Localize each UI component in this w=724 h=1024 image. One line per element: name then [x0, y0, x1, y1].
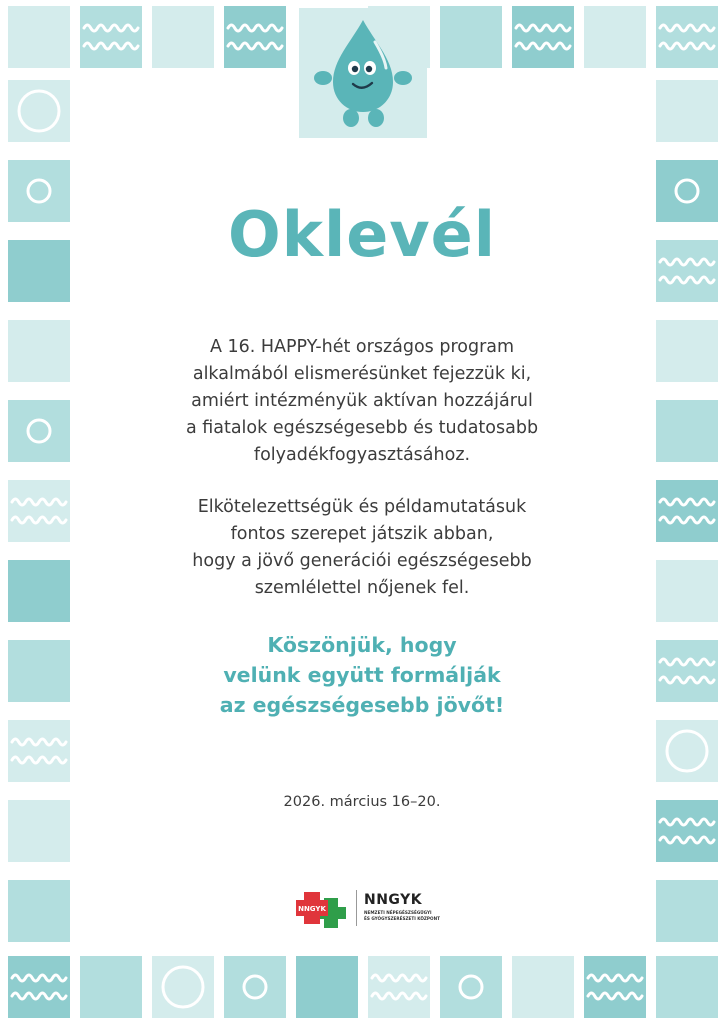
border-tile [656, 6, 718, 68]
border-tile [8, 320, 70, 382]
border-tile [8, 880, 70, 942]
thanks-line: Köszönjük, hogy [267, 633, 457, 657]
thank-you-message [100, 630, 624, 720]
border-tile [80, 6, 142, 68]
border-tile [8, 6, 70, 68]
border-tile [152, 956, 214, 1018]
paragraph-line: a fiatalok egészségesebb és tudatosabb [185, 418, 539, 438]
border-tile [656, 956, 718, 1018]
appreciation-paragraph [100, 334, 624, 469]
border-tile [8, 720, 70, 782]
paragraph-line: folyadékfogyasztásához. [253, 445, 471, 465]
border-tile [8, 560, 70, 622]
paragraph-line: A 16. HAPPY-hét országos program [209, 337, 515, 357]
water-drop-mascot-icon [299, 8, 427, 138]
border-tile [8, 956, 70, 1018]
border-tile [512, 956, 574, 1018]
paragraph-line: alkalmából elismerésünket fejezzük ki, [192, 364, 532, 384]
border-tile [656, 480, 718, 542]
border-tile [440, 956, 502, 1018]
paragraph-line: hogy a jövő generációi egészségesebb [192, 551, 532, 571]
thanks-line: az egészségesebb jövőt! [219, 693, 505, 717]
border-tile [152, 6, 214, 68]
border-tile [8, 80, 70, 142]
logo-subtitle-line: NEMZETI NÉPEGÉSZSÉGÜGYI [364, 910, 432, 915]
logo-name: NNGYK [364, 892, 423, 908]
logo-subtitle [364, 910, 444, 921]
border-tile [656, 320, 718, 382]
border-tile [8, 400, 70, 462]
border-tile [224, 6, 286, 68]
border-tile [656, 640, 718, 702]
nngyk-cross-icon [294, 888, 350, 932]
border-tile [8, 480, 70, 542]
border-tile [368, 956, 430, 1018]
border-tile [224, 956, 286, 1018]
nngyk-logo [294, 888, 444, 932]
border-tile [656, 720, 718, 782]
border-tile [8, 640, 70, 702]
paragraph-line: Elkötelezettségük és példamutatásuk [197, 497, 527, 517]
paragraph-line: amiért intézményük aktívan hozzájárul [191, 391, 533, 411]
border-tile [296, 956, 358, 1018]
border-tile [584, 956, 646, 1018]
border-tile [656, 880, 718, 942]
border-tile [656, 80, 718, 142]
event-date: 2026. március 16–20. [283, 794, 441, 810]
border-tile [512, 6, 574, 68]
thanks-line: velünk együtt formálják [223, 663, 501, 687]
logo-badge-text: NNGYK [298, 905, 326, 913]
border-tile [656, 560, 718, 622]
commitment-paragraph [100, 494, 624, 602]
border-tile [656, 400, 718, 462]
paragraph-line: szemlélettel nőjenek fel. [254, 578, 470, 598]
logo-divider [356, 890, 357, 926]
border-tile [440, 6, 502, 68]
certificate-title: Oklevél [228, 198, 496, 271]
logo-subtitle-line: ÉS GYÓGYSZERÉSZETI KÖZPONT [364, 915, 440, 921]
paragraph-line: fontos szerepet játszik abban, [230, 524, 494, 544]
border-tile [584, 6, 646, 68]
border-tile [80, 956, 142, 1018]
